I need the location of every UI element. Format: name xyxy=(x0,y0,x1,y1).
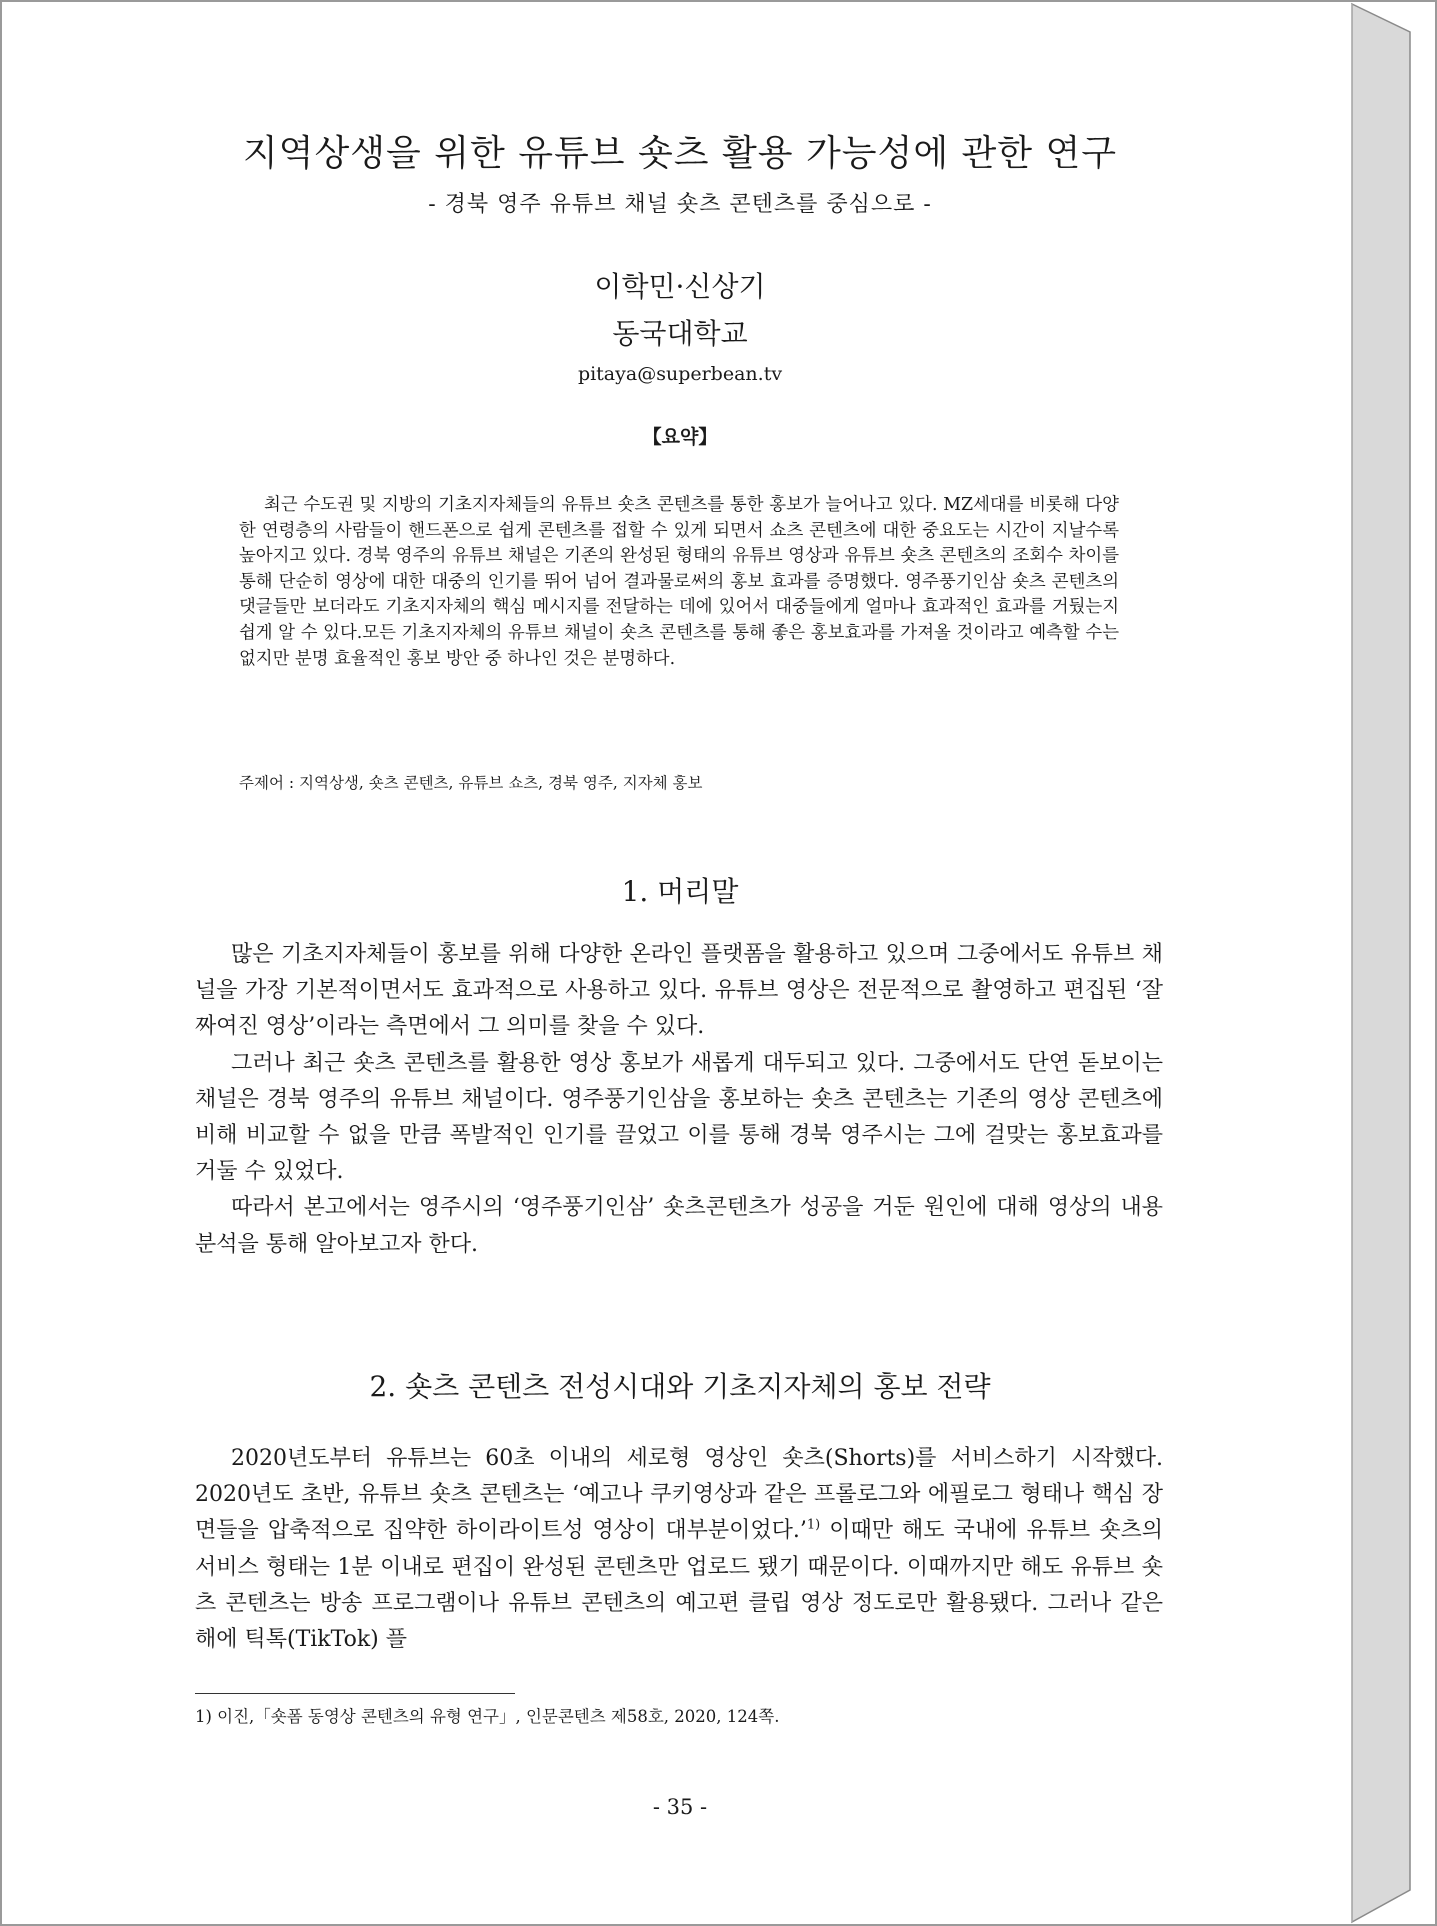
section-1-heading: 1. 머리말 xyxy=(621,875,739,908)
section-2-heading: 2. 숏츠 콘텐츠 전성시대와 기초지자체의 홍보 전략 xyxy=(369,1370,991,1403)
paper-page xyxy=(195,105,1165,1819)
section-2-body xyxy=(195,1441,1163,1658)
author-email: pitaya@superbean.tv xyxy=(577,363,783,385)
keywords: 주제어 : 지역상생, 숏츠 콘텐츠, 유튜브 쇼츠, 경북 영주, 지자체 홍보 xyxy=(239,774,703,792)
section-1-paragraph: 따라서 본고에서는 영주시의 ‘영주풍기인삼’ 숏츠콘텐츠가 성공을 거둔 원인에 대해 영상의 내용 분석을 통해 알아보고자 한다. xyxy=(195,1195,1163,1257)
paper-subtitle: - 경북 영주 유튜브 채널 숏츠 콘텐츠를 중심으로 - xyxy=(428,192,932,217)
abstract-block xyxy=(239,493,1119,672)
abstract-heading: 【요약】 xyxy=(642,426,718,448)
section-2-text-part1: 2020년도부터 유튜브는 60초 이내의 세로형 영상인 숏츠(Shorts)를 서비스하기 시작했다. 2020년도 초반, 유튜브 숏츠 콘텐츠는 ‘예고나 쿠키영상과 같은 프롤로그와 에필로그 형태나 핵심 장면들을 압축적으로 집약한 하이라이트성 영상이 대부분이었다.’ xyxy=(195,1446,1163,1544)
paper-affiliation: 동국대학교 xyxy=(612,317,748,350)
section-2-text-part2: 이때만 해도 국내에 유튜브 숏츠의 서비스 형태는 1분 이내로 편집이 완성된 콘텐츠만 업로드 됐기 때문이다. 이때까지만 해도 유튜브 숏츠 콘텐츠는 방송 프로그램이나 유튜브 콘텐츠의 예고편 클립 영상 정도로만 활용됐다. 그러나 같은 해에 틱톡(TikTok) 플 xyxy=(195,1518,1164,1653)
paper-authors: 이학민·신상기 xyxy=(594,270,766,303)
section-1-paragraph: 많은 기초지자체들이 홍보를 위해 다양한 온라인 플랫폼을 활용하고 있으며 그중에서도 유튜브 채널을 가장 기본적이면서도 효과적으로 사용하고 있다. 유튜브 영상은 전문적으로 촬영하고 편집된 ‘잘 짜여진 영상’이라는 측면에서 그 의미를 찾을 수 있다. xyxy=(195,942,1163,1040)
page-number: - 35 - xyxy=(652,1795,708,1819)
section-2-paragraph xyxy=(195,1441,1163,1658)
footnote: 1) 이진,「숏폼 동영상 콘텐츠의 유형 연구」, 인문콘텐츠 제58호, 2020, 124쪽. xyxy=(195,1707,780,1726)
section-1-paragraph: 그러나 최근 숏츠 콘텐츠를 활용한 영상 홍보가 새롭게 대두되고 있다. 그중에서도 단연 돋보이는 채널은 경북 영주의 유튜브 채널이다. 영주풍기인삼을 홍보하는 숏츠 콘텐츠는 기존의 영상 콘텐츠에 비해 비교할 수 없을 만큼 폭발적인 인기를 끌었고 이를 통해 경북 영주시는 그에 걸맞는 홍보효과를 거둘 수 있었다. xyxy=(195,1050,1163,1185)
footnote-marker[interactable]: 1) xyxy=(806,1518,821,1534)
footnote-divider xyxy=(195,1693,515,1694)
paper-title: 지역상생을 위한 유튜브 숏츠 활용 가능성에 관한 연구 xyxy=(242,133,1118,174)
abstract-text: 최근 수도권 및 지방의 기초지자체들의 유튜브 숏츠 콘텐츠를 통한 홍보가 늘어나고 있다. MZ세대를 비롯해 다양한 연령층의 사람들이 핸드폰으로 쉽게 콘텐츠를 접할 수 있게 되면서 쇼츠 콘텐츠에 대한 중요도는 시간이 지날수록 높아지고 있다. 경북 영주의 유튜브 채널은 기존의 완성된 형태의 유튜브 영상과 유튜브 숏츠 콘텐츠의 조회수 차이를 통해 단순히 영상에 대한 대중의 인기를 뛰어 넘어 결과물로써의 홍보 효과를 증명했다. 영주풍기인삼 숏츠 콘텐츠의 댓글들만 보더라도 기초지자체의 핵심 메시지를 전달하는 데에 있어서 대중들에게 얼마나 효과적인 효과를 거뒀는지 쉽게 알 수 있다.모든 기초지자체의 유튜브 채널이 숏츠 콘텐츠를 통해 좋은 홍보효과를 가져올 것이라고 예측할 수는 없지만 분명 효율적인 홍보 방안 중 하나인 것은 분명하다. xyxy=(239,495,1119,669)
section-1-body xyxy=(195,937,1163,1263)
